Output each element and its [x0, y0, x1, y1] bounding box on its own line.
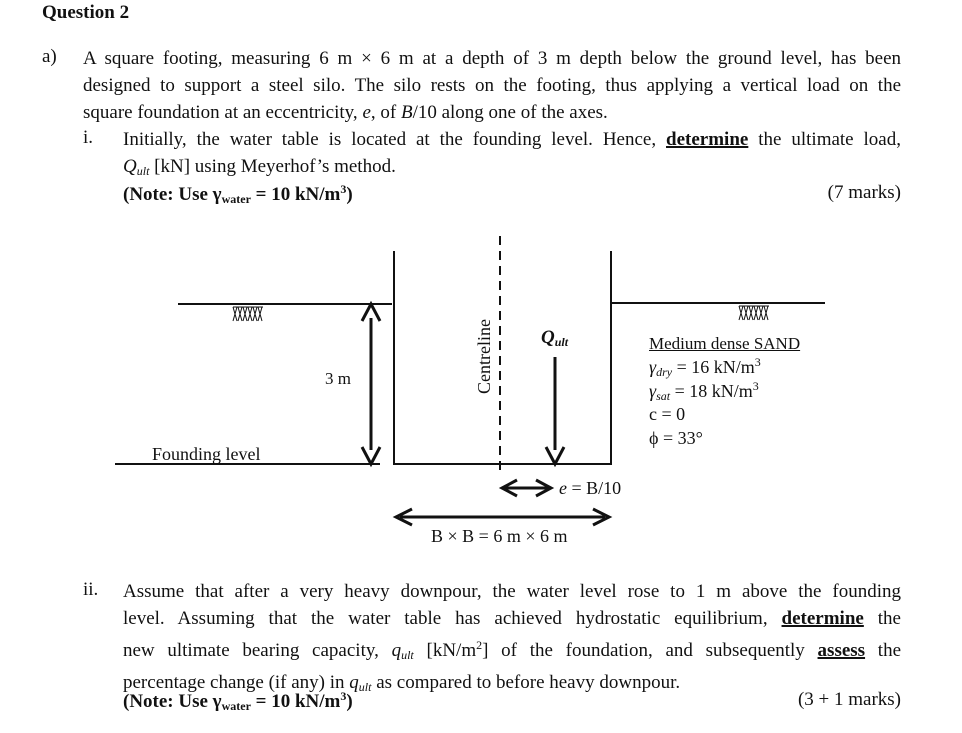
- superscript: 3: [752, 379, 759, 393]
- part-ii-note: [123, 689, 353, 714]
- text-fragment: = 18 kN/m: [670, 381, 753, 401]
- text-fragment: [kN/m: [413, 640, 477, 661]
- text-fragment: ): [346, 184, 353, 205]
- note-superscript: 3: [340, 182, 347, 196]
- text-fragment: Initially, the water table is located at the founding level. Hence,: [123, 129, 667, 150]
- part-i-label: i.: [83, 127, 94, 148]
- text-fragment: (Note: Use γ: [123, 691, 222, 712]
- load-symbol: Q: [541, 327, 555, 348]
- centreline-label: Centreline: [474, 319, 494, 394]
- text-fragment: = B/10: [567, 478, 622, 498]
- q-symbol: Q: [123, 156, 137, 177]
- text-fragment: the: [865, 640, 901, 661]
- gamma-subscript: dry: [656, 365, 673, 379]
- friction-angle-value: ϕ = 33°: [649, 428, 703, 448]
- q-subscript: ult: [136, 164, 150, 178]
- question-title: Question 2: [42, 2, 130, 23]
- note-superscript: 3: [340, 689, 347, 703]
- text-fragment: /10 along one of the axes.: [412, 102, 608, 123]
- note-subscript: water: [221, 699, 251, 713]
- width-label: B × B = 6 m × 6 m: [431, 526, 568, 546]
- determine-keyword: determine: [666, 129, 749, 150]
- gamma-sat: [649, 379, 759, 404]
- text-fragment: [kN] using Meyerhof’s method.: [149, 156, 396, 177]
- part-ii-text: [123, 578, 901, 701]
- superscript: 3: [754, 355, 761, 369]
- superscript: 2: [476, 638, 483, 652]
- q-symbol: q: [391, 640, 402, 661]
- determine-keyword: determine: [781, 608, 864, 629]
- text-fragment: level. Assuming that the water table has achieved hydrostatic equilibrium,: [123, 608, 782, 629]
- depth-label: 3 m: [325, 369, 351, 388]
- part-ii-label: ii.: [83, 579, 99, 600]
- q-subscript: ult: [358, 680, 372, 694]
- q-subscript: ult: [401, 648, 414, 662]
- eccentricity-label: [559, 478, 621, 499]
- text-fragment: new ultimate bearing capacity,: [123, 640, 392, 661]
- width-symbol: B: [400, 102, 413, 123]
- text-fragment: , of: [370, 102, 401, 123]
- gamma-dry: [649, 355, 761, 380]
- part-i-marks: (7 marks): [827, 182, 901, 203]
- part-ii-line-3: [123, 632, 901, 669]
- text-fragment: (Note: Use γ: [123, 184, 222, 205]
- ground-hatch-left: [233, 307, 263, 321]
- soil-title: Medium dense SAND: [649, 334, 801, 353]
- footing-outline: [394, 251, 611, 464]
- part-a-label: a): [42, 46, 57, 67]
- text-fragment: as compared to before heavy downpour.: [371, 672, 681, 693]
- q-symbol: q: [349, 672, 359, 693]
- text-fragment: square foundation at an eccentricity,: [83, 102, 363, 123]
- gamma-symbol: γ: [649, 381, 657, 401]
- load-label: [541, 327, 568, 350]
- text-fragment: ] of the foundation, and subsequently: [482, 640, 818, 661]
- assess-keyword: assess: [817, 640, 866, 661]
- part-a-line-2: designed to support a steel silo. The silo rests on the footing, thus applying a vertical load on the: [83, 75, 901, 96]
- eccentricity-symbol: e: [559, 478, 567, 498]
- gamma-symbol: γ: [649, 357, 657, 377]
- text-fragment: percentage change (if any) in: [123, 672, 350, 693]
- text-fragment: the: [863, 608, 901, 629]
- gamma-subscript: sat: [656, 389, 671, 403]
- part-ii-marks: (3 + 1 marks): [797, 689, 901, 710]
- eccentricity-symbol: e: [362, 102, 371, 123]
- text-fragment: the ultimate load,: [748, 129, 901, 150]
- load-subscript: ult: [554, 335, 569, 349]
- part-a-line-1: A square footing, measuring 6 m × 6 m at a depth of 3 m depth below the ground level, has been: [83, 48, 901, 69]
- note-subscript: water: [221, 192, 251, 206]
- part-ii-line-2: [123, 605, 901, 632]
- text-fragment: ): [346, 691, 353, 712]
- text-fragment: = 10 kN/m: [250, 184, 341, 205]
- cohesion-value: c = 0: [649, 404, 686, 424]
- text-fragment: = 16 kN/m: [672, 357, 755, 377]
- text-fragment: = 10 kN/m: [250, 691, 341, 712]
- part-ii-line-1: Assume that after a very heavy downpour, the water level rose to 1 m above the founding: [123, 581, 901, 602]
- founding-level-label: Founding level: [152, 444, 261, 464]
- ground-hatch-right: [739, 306, 769, 320]
